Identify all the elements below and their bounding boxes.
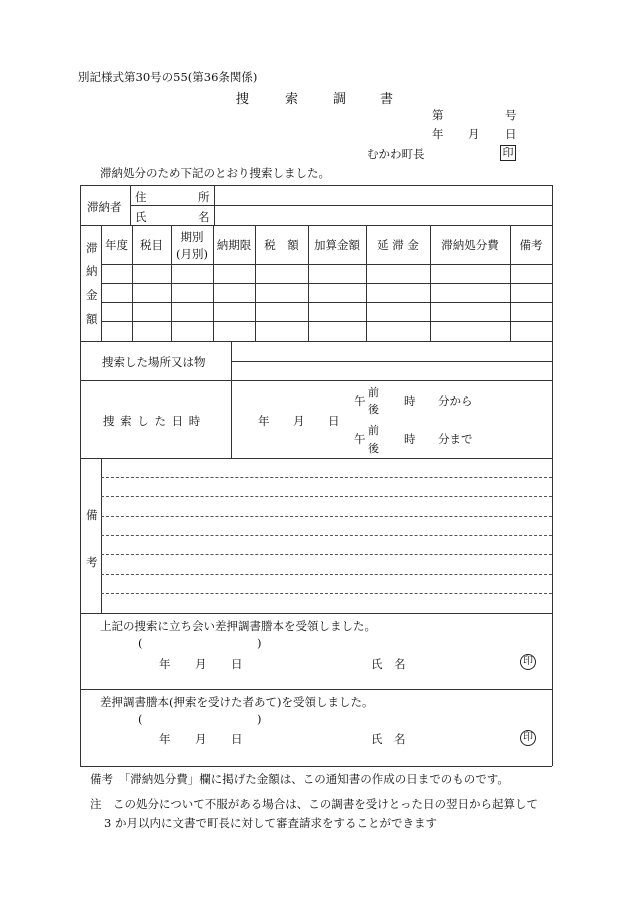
column-header: 期別 (月別) — [176, 230, 208, 261]
title-char: 書 — [380, 92, 394, 107]
column-header: 加算金額 — [314, 238, 360, 252]
receipt-copy-text: 差押調書謄本(押索を受けた者あて)を受領しました。 — [100, 695, 374, 709]
place-label: 捜索した場所又は物 — [102, 355, 206, 369]
date-tsuki: 月 — [468, 127, 480, 141]
column-header: 備考 — [519, 238, 543, 252]
dt-nen: 年 — [258, 414, 270, 428]
time-ji: 時 — [404, 432, 416, 446]
address-label-char: 住 — [135, 190, 147, 204]
r2-nen: 年 — [159, 732, 171, 746]
r2-name-label: 氏 名 — [371, 732, 406, 746]
time-go: 後 — [368, 403, 379, 416]
column-header: 納期限 — [216, 238, 252, 252]
intro-text: 滞納処分のため下記のとおり捜索しました。 — [100, 166, 330, 180]
remarks-char: 備 — [86, 508, 98, 522]
note-appeal-1: 注 この処分について不服がある場合は、この調書を受けとった日の翌日から起算して — [90, 797, 539, 811]
column-header: 滞納処分費 — [441, 238, 499, 252]
date-nen: 年 — [432, 127, 444, 141]
dt-tsuki: 月 — [293, 414, 305, 428]
column-header: 税 額 — [264, 238, 299, 252]
note-appeal-2: 3 か月以内に文書で町長に対して審査請求をすることができます — [104, 816, 437, 830]
amount-side-char: 金 — [86, 288, 98, 302]
time-from: 分から — [438, 394, 473, 408]
dt-hi: 日 — [328, 414, 340, 428]
receipt-witness-text: 上記の捜索に立ち会い差押調書謄本を受領しました。 — [100, 619, 376, 633]
r1-name-label: 氏 名 — [371, 657, 406, 671]
name-label-char: 氏 — [135, 210, 147, 224]
time-ampm: 午 — [354, 432, 366, 446]
paren-open: ( — [138, 712, 143, 726]
seal-mark: 印 — [520, 654, 536, 670]
time-zen: 前 — [368, 386, 379, 399]
name-label-char: 名 — [198, 210, 210, 224]
title-char: 捜 — [236, 92, 250, 107]
address-label-char: 所 — [198, 190, 210, 204]
remarks-char: 考 — [86, 555, 98, 569]
column-header: 年度 — [105, 238, 128, 252]
amount-side-char: 額 — [86, 312, 98, 326]
time-go: 後 — [368, 442, 379, 455]
column-header: 税目 — [140, 238, 163, 252]
date-hi: 日 — [505, 127, 517, 141]
seal-mark: 印 — [520, 730, 536, 746]
paren-close: ) — [257, 636, 262, 650]
time-ji: 時 — [404, 394, 416, 408]
note-remark: 備考 「滞納処分費」欄に掲げた金額は、この通知書の作成の日までのものです。 — [90, 772, 509, 786]
seal-mark: 印 — [500, 145, 516, 161]
time-ampm: 午 — [354, 394, 366, 408]
time-until: 分まで — [438, 432, 473, 446]
r2-hi: 日 — [231, 732, 243, 746]
number-dai: 第 — [432, 108, 444, 122]
title-char: 調 — [333, 92, 347, 107]
mayor-label: むかわ町長 — [367, 147, 425, 161]
r1-tsuki: 月 — [195, 657, 207, 671]
datetime-label: 捜 索 し た 日 時 — [103, 414, 202, 428]
paren-open: ( — [138, 636, 143, 650]
amount-side-char: 滞 — [86, 241, 98, 255]
delinquent-label: 滞納者 — [87, 200, 122, 214]
r2-tsuki: 月 — [195, 732, 207, 746]
r1-hi: 日 — [231, 657, 243, 671]
time-zen: 前 — [368, 424, 379, 437]
r1-nen: 年 — [159, 657, 171, 671]
amount-side-char: 納 — [86, 264, 98, 278]
title-char: 索 — [285, 92, 299, 107]
column-header: 延 滞 金 — [377, 238, 419, 252]
paren-close: ) — [257, 712, 262, 726]
form-number: 別記様式第30号の55(第36条関係) — [78, 70, 258, 84]
number-go: 号 — [505, 108, 517, 122]
